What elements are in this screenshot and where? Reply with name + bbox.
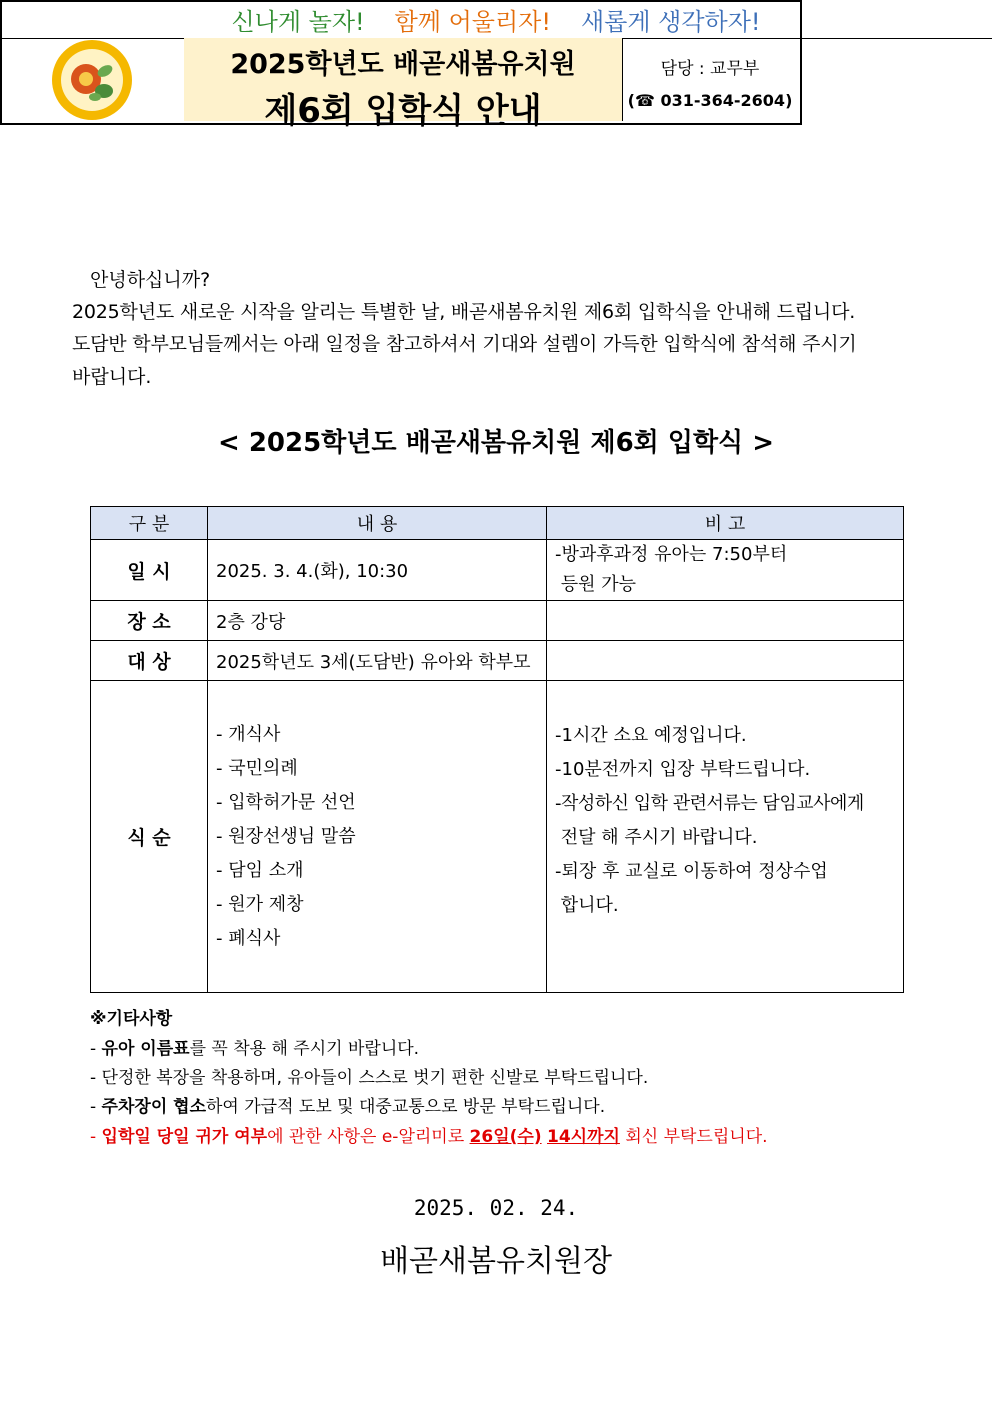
header-category: 구 분 — [91, 507, 208, 540]
contact-phone: 031-364-2604) — [660, 91, 793, 110]
note-1-rest: 를 꼭 착용 해 주시기 바랍니다. — [189, 1039, 420, 1059]
title-line-1: 2025학년도 배곧새봄유치원 — [230, 49, 576, 80]
table-row — [91, 601, 904, 641]
note-2 — [90, 1063, 648, 1088]
note-dash: - — [90, 1127, 97, 1147]
table-row — [91, 540, 904, 601]
table-header-row — [91, 507, 904, 540]
contact-phone-line — [622, 91, 798, 110]
slogan-1: 신나게 놀자! — [231, 7, 365, 36]
list-item: -10분전까지 입장 부탁드립니다. — [555, 759, 811, 780]
row-content-order — [208, 681, 547, 993]
list-item: -작성하신 입학 관련서류는 담임교사에게 — [555, 793, 864, 814]
intro-line-2: 도담반 학부모님들께서는 아래 일정을 참고하셔서 기대와 설렘이 가득한 입학식에 참석해 주시기 — [72, 333, 857, 355]
header-note: 비 고 — [547, 507, 904, 540]
note-4-bold: 입학일 당일 귀가 여부 — [101, 1127, 268, 1147]
note-1 — [90, 1034, 419, 1059]
schedule-table — [90, 506, 904, 993]
row-label-place: 장 소 — [91, 601, 208, 641]
contact-department: 담당 : 교무부 — [660, 59, 760, 79]
logo-cell — [0, 38, 185, 121]
note-dash: - — [90, 1068, 97, 1088]
slogan-2: 함께 어울리자! — [394, 7, 551, 36]
list-item: -1시간 소요 예정입니다. — [555, 725, 747, 746]
list-item: 전달 해 주시기 바랍니다. — [555, 827, 758, 848]
row-note-place — [547, 601, 904, 641]
greeting: 안녕하십니까? — [90, 269, 211, 291]
section-title: < 2025학년도 배곧새봄유치원 제6회 입학식 > — [217, 428, 775, 458]
contact-cell — [622, 38, 798, 121]
list-item: -퇴장 후 교실로 이동하여 정상수업 — [555, 861, 828, 882]
header-content: 내 용 — [208, 507, 547, 540]
title-line-2: 제6회 입학식 안내 — [264, 91, 542, 131]
row-note-target — [547, 641, 904, 681]
note-line: -방과후과정 유아는 7:50부터 — [555, 544, 788, 565]
note-dash: - — [90, 1039, 97, 1059]
note-1-bold: 유아 이름표 — [101, 1039, 190, 1059]
row-label-order: 식 순 — [91, 681, 208, 993]
title-cell — [184, 38, 623, 131]
kindergarten-logo — [51, 39, 133, 121]
ceremony-notes-list — [555, 719, 895, 923]
slogan-3: 새롭게 생각하자! — [580, 7, 761, 36]
header-box — [0, 0, 802, 131]
note-2-text: 단정한 복장을 착용하며, 유아들이 스스로 벗기 편한 신발로 부탁드립니다. — [101, 1068, 649, 1088]
note-dash: - — [90, 1097, 97, 1117]
row-content-place: 2층 강당 — [208, 601, 547, 641]
ceremony-order-list — [216, 718, 538, 956]
note-4 — [90, 1122, 768, 1147]
phone-icon: ☎ — [634, 91, 655, 110]
note-3-rest: 하여 가급적 도보 및 대중교통으로 방문 부탁드립니다. — [206, 1097, 606, 1117]
note-4-time: 14시까지 — [547, 1127, 620, 1147]
note-4-mid: 에 관한 사항은 e-알리미로 — [267, 1127, 470, 1147]
list-item: - 원장선생님 말씀 — [216, 825, 356, 847]
row-content-target: 2025학년도 3세(도담반) 유아와 학부모 — [208, 641, 547, 681]
list-item: - 입학허가문 선언 — [216, 791, 356, 813]
list-item: - 국민의례 — [216, 757, 298, 779]
list-item: - 개식사 — [216, 723, 281, 745]
row-note-order — [547, 681, 904, 993]
phone-paren: ( — [627, 91, 635, 110]
row-note-datetime — [547, 540, 904, 601]
signer: 배곧새봄유치원장 — [380, 1244, 612, 1279]
note-line: 등원 가능 — [555, 574, 636, 595]
note-4-end: 회신 부탁드립니다. — [619, 1127, 768, 1147]
intro-line-3: 바랍니다. — [72, 366, 152, 388]
list-item: - 담임 소개 — [216, 859, 304, 881]
list-item: 합니다. — [555, 895, 619, 916]
row-label-datetime: 일 시 — [91, 540, 208, 601]
slogan-row — [0, 0, 992, 39]
notes-title: ※기타사항 — [90, 1009, 173, 1029]
row-label-target: 대 상 — [91, 641, 208, 681]
note-3-bold: 주차장이 협소 — [101, 1097, 206, 1117]
note-3 — [90, 1092, 605, 1117]
note-4-date: 26일(수) — [469, 1127, 542, 1147]
table-row — [91, 681, 904, 993]
list-item: - 원가 제창 — [216, 893, 304, 915]
table-row — [91, 641, 904, 681]
issue-date: 2025. 02. 24. — [413, 1196, 579, 1220]
intro-line-1: 2025학년도 새로운 시작을 알리는 특별한 날, 배곧새봄유치원 제6회 입학식을 안내해 드립니다. — [72, 301, 856, 323]
row-content-datetime: 2025. 3. 4.(화), 10:30 — [208, 540, 547, 601]
list-item: - 폐식사 — [216, 927, 281, 949]
